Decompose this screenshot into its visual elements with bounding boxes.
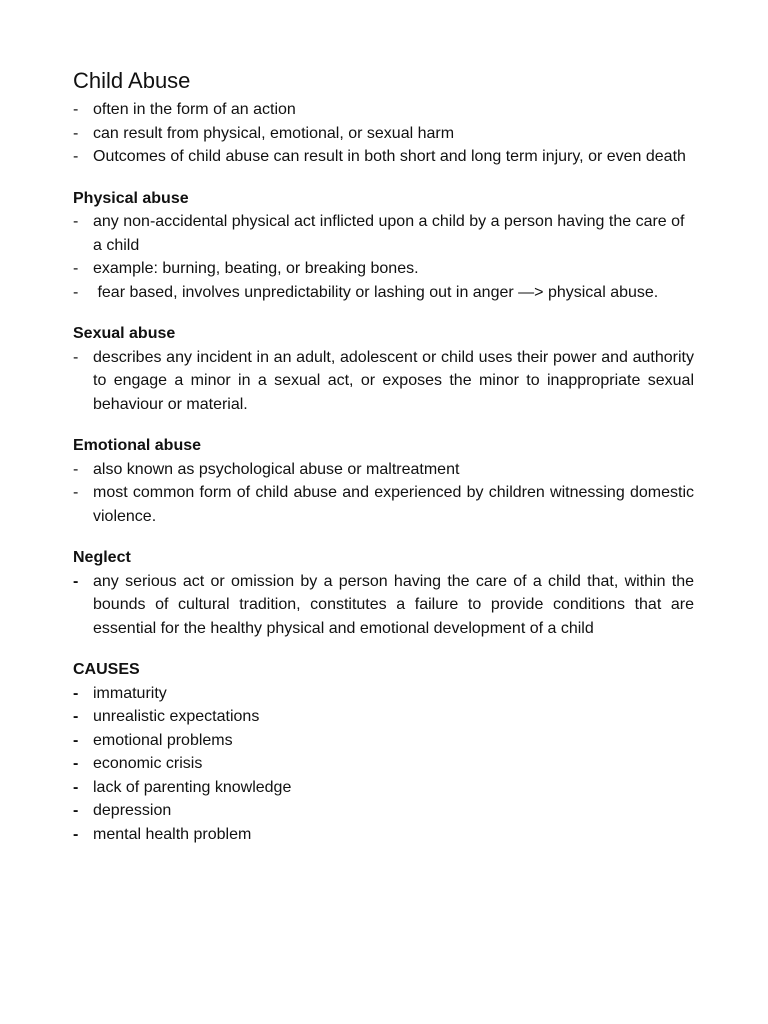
list-item — [73, 145, 694, 169]
bullet-dash: - — [73, 124, 79, 142]
list-item — [73, 257, 694, 281]
list-item-text: unrealistic expectations — [93, 708, 260, 725]
list-item — [73, 752, 694, 776]
section-heading-sexual-abuse: Sexual abuse — [73, 325, 176, 342]
list-item — [73, 481, 694, 528]
causes-list — [73, 682, 694, 847]
bullet-dash: - — [73, 572, 79, 590]
list-item — [73, 458, 694, 482]
bullet-dash: - — [73, 213, 79, 230]
list-item — [73, 682, 694, 706]
list-item-text: any serious act or omission by a person having the care of a child that, within the bounds of cultural tradition, constitutes a failure to provide conditions that are essential for the healthy physical and emotional development of a child — [93, 572, 694, 637]
section-heading-physical-abuse: Physical abuse — [73, 189, 189, 207]
bullet-dash: - — [73, 778, 79, 796]
bullet-dash: - — [73, 755, 79, 772]
list-item — [73, 570, 694, 641]
list-item-text: fear based, involves unpredictability or lashing out in anger —> physical abuse. — [93, 283, 659, 301]
list-item-text: immaturity — [93, 684, 167, 702]
section-heading-causes: CAUSES — [73, 661, 140, 678]
list-item-text: often in the form of an action — [93, 101, 296, 118]
bullet-dash: - — [73, 283, 79, 301]
intro-list — [73, 98, 694, 169]
list-item — [73, 823, 694, 847]
list-item — [73, 799, 694, 823]
bullet-dash: - — [73, 708, 79, 725]
list-item — [73, 776, 694, 800]
emotional-abuse-section — [73, 434, 694, 528]
list-item-text: economic crisis — [93, 755, 203, 772]
bullet-dash: - — [73, 260, 79, 277]
list-item — [73, 705, 694, 729]
list-item-text: any non-accidental physical act inflicted upon a child by a person having the care of a child — [93, 213, 685, 254]
bullet-dash: - — [73, 825, 79, 843]
bullet-dash: - — [73, 731, 79, 749]
list-item-text: most common form of child abuse and experienced by children witnessing domestic violence. — [93, 484, 694, 525]
list-item-text: depression — [93, 802, 172, 819]
bullet-dash: - — [73, 684, 79, 702]
list-item — [73, 729, 694, 753]
document-page — [73, 66, 694, 846]
causes-section — [73, 658, 694, 846]
bullet-dash: - — [73, 148, 79, 165]
section-heading-emotional-abuse: Emotional abuse — [73, 437, 202, 454]
intro-section — [73, 98, 694, 169]
list-item-text: emotional problems — [93, 731, 233, 749]
neglect-list — [73, 570, 694, 641]
physical-abuse-section — [73, 187, 694, 305]
physical-abuse-list — [73, 210, 694, 304]
list-item — [73, 98, 694, 122]
list-item-text: lack of parenting knowledge — [93, 778, 292, 796]
sexual-abuse-section — [73, 322, 694, 416]
list-item — [73, 346, 694, 417]
sexual-abuse-list — [73, 346, 694, 417]
list-item-text: mental health problem — [93, 825, 252, 843]
list-item — [73, 210, 694, 257]
bullet-dash: - — [73, 802, 79, 819]
neglect-section — [73, 546, 694, 640]
bullet-dash: - — [73, 348, 79, 366]
list-item-text: describes any incident in an adult, adolescent or child uses their power and authority to engage a minor in a sexual act, or exposes the minor to inappropriate sexual behaviour or material. — [93, 348, 694, 413]
document-title: Child Abuse — [73, 68, 191, 93]
list-item-text: can result from physical, emotional, or sexual harm — [93, 124, 455, 142]
emotional-abuse-list — [73, 458, 694, 529]
bullet-dash: - — [73, 101, 79, 118]
list-item — [73, 281, 694, 305]
list-item-text: Outcomes of child abuse can result in both short and long term injury, or even death — [93, 148, 686, 165]
list-item — [73, 122, 694, 146]
bullet-dash: - — [73, 484, 79, 501]
list-item-text: also known as psychological abuse or maltreatment — [93, 460, 460, 478]
list-item-text: example: burning, beating, or breaking bones. — [93, 260, 419, 277]
bullet-dash: - — [73, 460, 79, 478]
section-heading-neglect: Neglect — [73, 549, 131, 566]
